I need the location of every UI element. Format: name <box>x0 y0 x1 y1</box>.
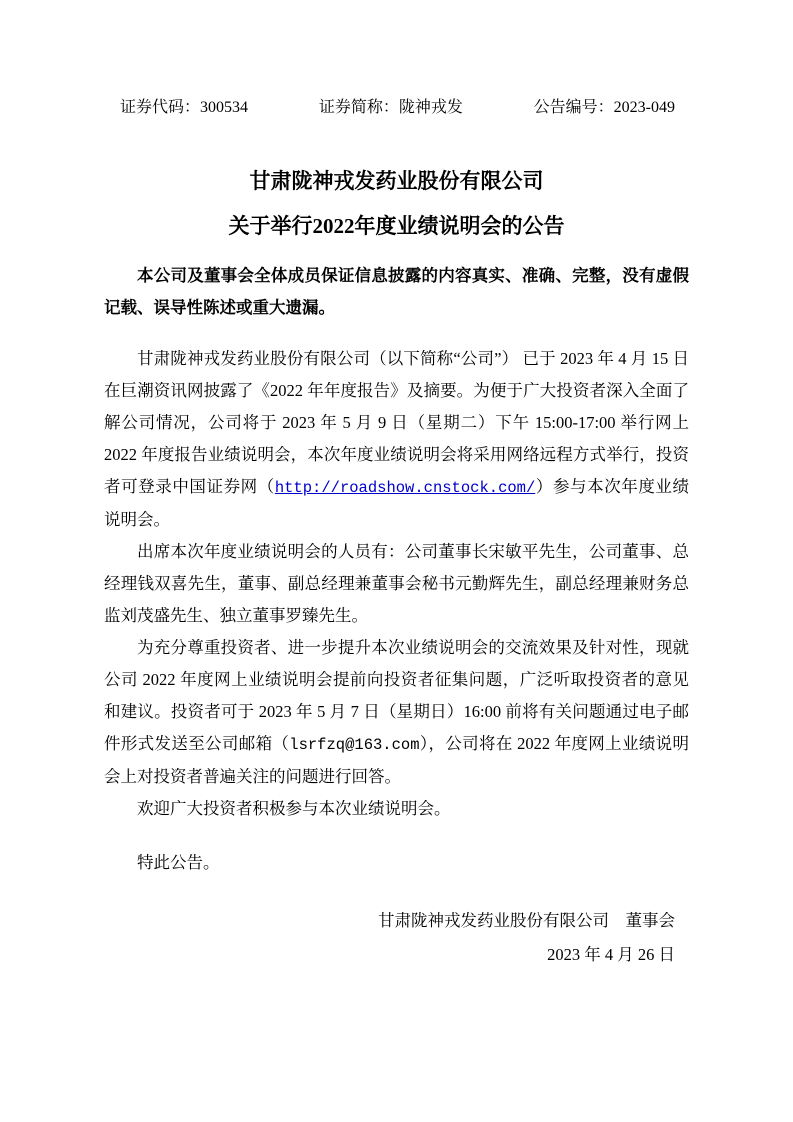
stock-code: 证券代码：300534 <box>120 99 249 116</box>
roadshow-link[interactable]: http://roadshow.cnstock.com/ <box>274 479 536 497</box>
document-meta-header <box>104 97 689 118</box>
paragraph-question-collection <box>104 632 689 793</box>
stock-short-name: 证券简称：陇神戎发 <box>318 99 463 116</box>
company-email: lsrfzq@163.com <box>289 736 420 754</box>
signature-date: 2023 年 4 月 26 日 <box>547 945 675 964</box>
company-name-title: 甘肃陇神戎发药业股份有限公司 <box>249 169 544 193</box>
paragraph-text: 为充分尊重投资者、进一步提升本次业绩说明会的交流效果及针对性，现就公司 2022 年度网上业绩说明会提前向投资者征集问题，广泛听取投资者的意见和建议。投资者可于 2023 年 5 月 7 日（星期日）16:00 前将有关问题通过电子邮件形式发送至公司邮箱（ <box>104 638 689 753</box>
signature-company: 甘肃陇神戎发药业股份有限公司 董事会 <box>378 911 675 930</box>
page-title <box>104 159 689 249</box>
paragraph-welcome: 欢迎广大投资者积极参与本次业绩说明会。 <box>137 799 451 818</box>
announcement-body <box>104 343 689 825</box>
disclosure-statement: 本公司及董事会全体成员保证信息披露的内容真实、准确、完整，没有虚假记载、误导性陈述或重大遗漏。 <box>104 267 689 317</box>
announcement-title: 关于举行2022年度业绩说明会的公告 <box>228 214 565 238</box>
closing-remark: 特此公告。 <box>137 853 220 872</box>
paragraph-text: ），公司将在 2022 年度网上业绩说明会上对投资者普遍关注的问题进行回答。 <box>104 734 690 786</box>
paragraph-text: ）参与本次年度业绩说明会。 <box>104 477 690 529</box>
paragraph-text: 甘肃陇神戎发药业股份有限公司（以下简称“公司”） 已于 2023 年 4 月 15 日在巨潮资讯网披露了《2022 年年度报告》及摘要。为便于广大投资者深入全面了解公司情况，公司将于 2023 年 5 月 9 日（星期二）下午 15:00-17:00 举行网上 2022 年度报告业绩说明会，本次年度业绩说明会将采用网络远程方式举行，投资者可登录中国证券网（ <box>104 349 689 496</box>
paragraph-meeting-info <box>104 343 689 536</box>
announcement-number: 公告编号：2023-049 <box>533 99 675 116</box>
paragraph-attendees: 出席本次年度业绩说明会的人员有：公司董事长宋敏平先生，公司董事、总经理钱双喜先生，董事、副总经理兼董事会秘书元勤辉先生，副总经理兼财务总监刘茂盛先生、独立董事罗臻先生。 <box>104 542 689 625</box>
signature-block <box>104 904 689 972</box>
